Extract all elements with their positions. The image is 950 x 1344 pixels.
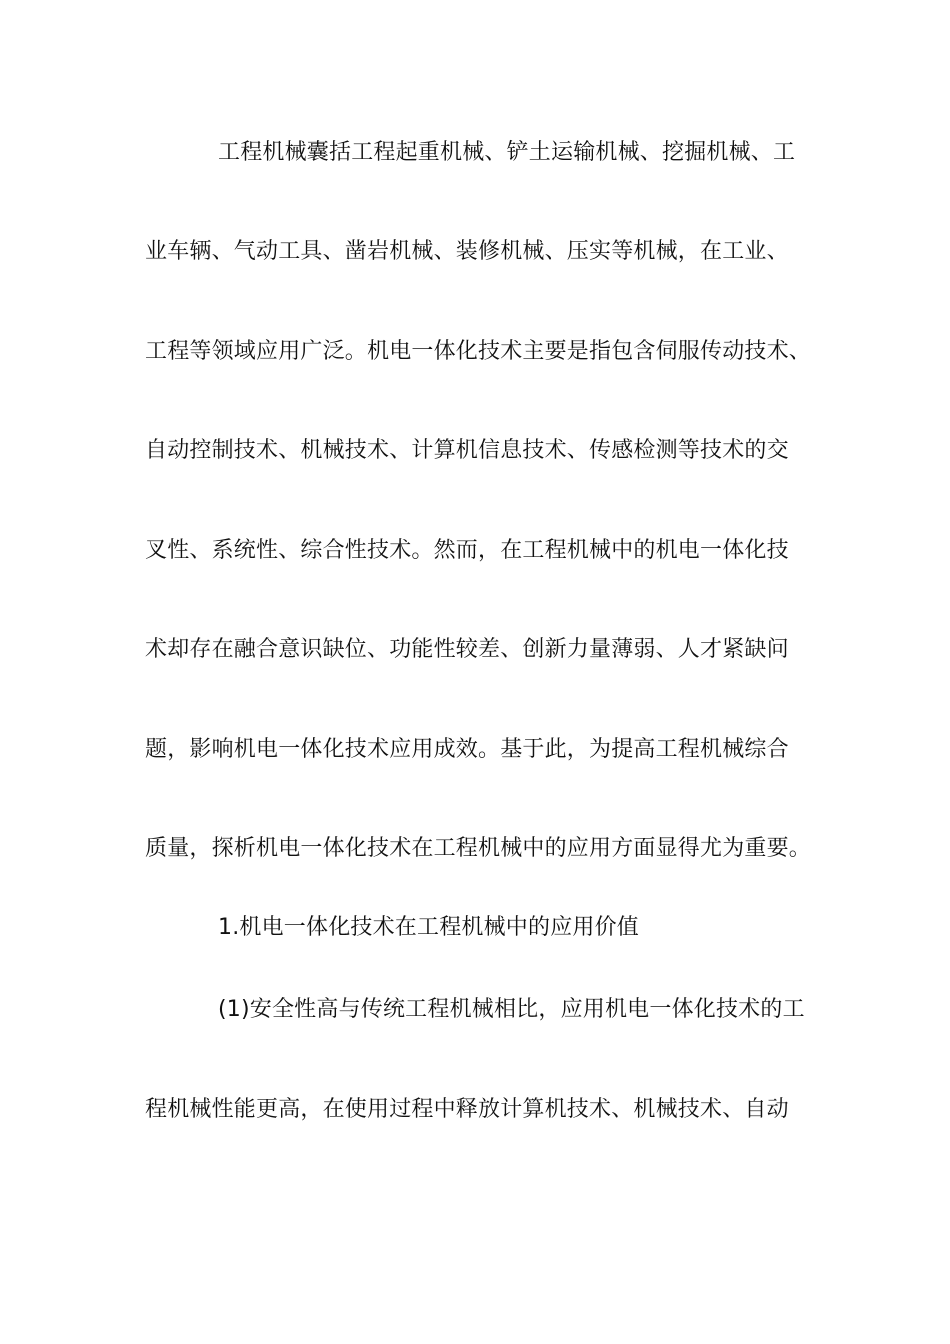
- paragraph-1-line-8: 质量，探析机电一体化技术在工程机械中的应用方面显得尤为重要。: [145, 836, 812, 861]
- paragraph-1-line-3: 工程等领域应用广泛。机电一体化技术主要是指包含伺服传动技术、: [145, 339, 812, 364]
- paragraph-1-line-4: 自动控制技术、机械技术、计算机信息技术、传感检测等技术的交: [145, 438, 789, 463]
- paragraph-1-line-1: 工程机械囊括工程起重机械、铲土运输机械、挖掘机械、工: [218, 140, 796, 165]
- paragraph-2-line-2: 程机械性能更高，在使用过程中释放计算机技术、机械技术、自动: [145, 1097, 789, 1122]
- paragraph-1-line-7: 题，影响机电一体化技术应用成效。基于此，为提高工程机械综合: [145, 737, 789, 762]
- paragraph-1-line-5: 叉性、系统性、综合性技术。然而，在工程机械中的机电一体化技: [145, 538, 789, 563]
- paragraph-1-line-2: 业车辆、气动工具、凿岩机械、装修机械、压实等机械，在工业、: [145, 239, 789, 264]
- paragraph-1-line-6: 术却存在融合意识缺位、功能性较差、创新力量薄弱、人才紧缺问: [145, 637, 789, 662]
- paragraph-2-line-1: (1)安全性高与传统工程机械相比，应用机电一体化技术的工: [218, 997, 805, 1022]
- section-heading: 1.机电一体化技术在工程机械中的应用价值: [218, 915, 639, 940]
